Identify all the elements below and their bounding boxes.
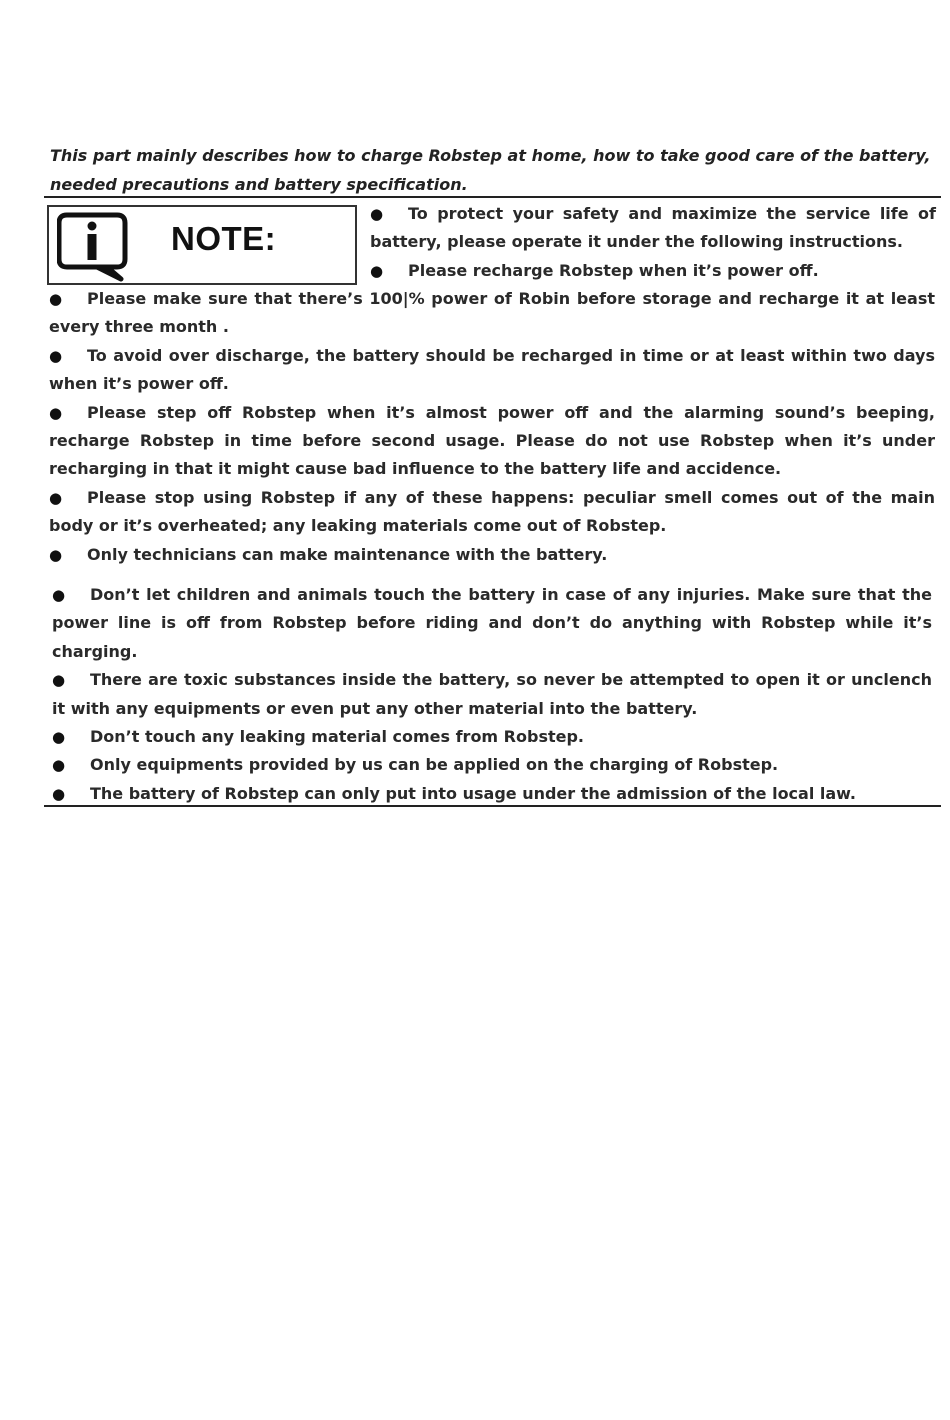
- list-item-text: Please make sure that there’s 100|% power of Robin before storage and recharge it at least every three month .: [49, 289, 935, 337]
- intro-paragraph: [50, 142, 940, 199]
- bottom-divider: [44, 805, 941, 807]
- list-item-text: The battery of Robstep can only put into usage under the admission of the local law.: [90, 783, 857, 803]
- list-item: [52, 723, 932, 751]
- bullet-icon: ●: [49, 488, 63, 507]
- info-speech-bubble-icon: [57, 211, 133, 283]
- note-callout: [47, 205, 357, 285]
- bullet-icon: ●: [49, 403, 63, 422]
- list-item: [49, 541, 935, 569]
- list-item-text: Only technicians can make maintenance with the battery.: [87, 544, 608, 564]
- bullet-icon: ●: [52, 756, 66, 775]
- list-item-text: To avoid over discharge, the battery should be recharged in time or at least within two days when it’s power off.: [49, 345, 935, 394]
- note-label: NOTE:: [171, 220, 277, 257]
- list-item: [52, 751, 932, 779]
- bullet-icon: ●: [52, 586, 66, 604]
- list-item-text: Please step off Robstep when it’s almost power off and the alarming sound’s beeping, recharge Robstep in time before second usage. Please do not use Robstep when it’s under recharging in that it might cause bad influence to the battery life and accidence.: [49, 402, 935, 479]
- list-item: [52, 780, 932, 808]
- list-item-text: To protect your safety and maximize the service life of battery, please operate it under the following instructions.: [370, 204, 936, 252]
- list-item: [49, 285, 935, 342]
- list-item-text: There are toxic substances inside the battery, so never be attempted to open it or unclench it with any equipments or even put any other material into the battery.: [52, 670, 932, 718]
- list-item-text: Don’t touch any leaking material comes from Robstep.: [90, 727, 584, 747]
- bullet-icon: ●: [49, 290, 63, 308]
- intro-line-2: needed precautions and battery specification.: [50, 174, 468, 194]
- list-item: [370, 257, 936, 285]
- list-item-text: Please recharge Robstep when it’s power off.: [408, 260, 819, 280]
- precaution-list-part-1: [49, 285, 935, 569]
- bullet-icon: ●: [49, 545, 63, 564]
- list-item: [49, 484, 935, 541]
- precaution-list-part-2: [52, 581, 932, 808]
- list-item: [49, 399, 935, 484]
- list-item: [49, 342, 935, 399]
- bullet-icon: ●: [370, 261, 384, 280]
- list-item-text: Don’t let children and animals touch the battery in case of any injuries. Make sure that the power line is off from Robstep before riding and don’t do anything with Robstep while it’s charging.: [52, 585, 932, 661]
- bullet-icon: ●: [370, 205, 384, 223]
- bullet-icon: ●: [49, 346, 63, 365]
- top-divider: [44, 196, 941, 198]
- bullet-icon: ●: [52, 784, 66, 803]
- list-item-text: Please stop using Robstep if any of these happens: peculiar smell comes out of the main body or it’s overheated; any leaking materials come out of Robstep.: [49, 487, 935, 536]
- list-item: [370, 200, 936, 257]
- note-item-list: [370, 200, 936, 285]
- bullet-icon: ●: [52, 671, 66, 690]
- list-item: [52, 581, 932, 666]
- list-item-text: Only equipments provided by us can be applied on the charging of Robstep.: [90, 755, 779, 775]
- list-item: [52, 666, 932, 723]
- bullet-icon: ●: [52, 728, 66, 747]
- intro-line-1: This part mainly describes how to charge Robstep at home, how to take good care of the battery,: [50, 146, 931, 165]
